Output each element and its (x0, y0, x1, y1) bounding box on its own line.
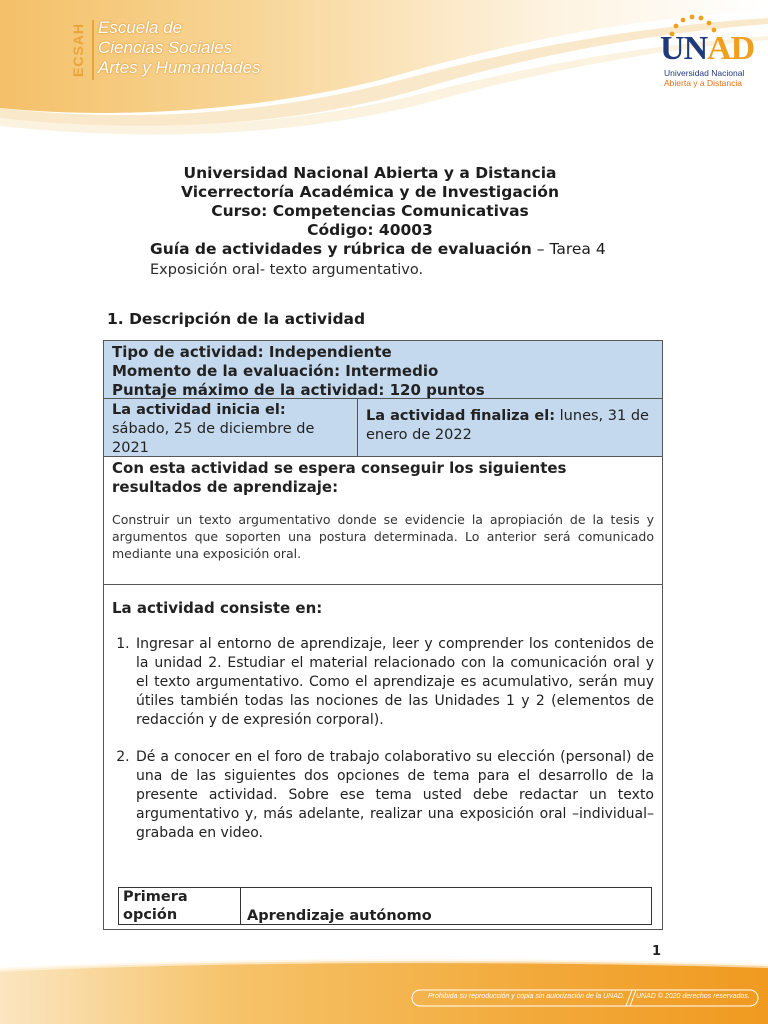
guide-subtitle: Exposición oral- texto argumentativo. (150, 262, 424, 278)
activity-steps-list (112, 635, 654, 843)
guide-title: Guía de actividades y rúbrica de evaluación – Tarea 4 (150, 240, 606, 258)
learning-outcomes-text: Construir un texto argumentativo donde se evidencie la apropiación de la tesis y argumentos que soporten una postura determinada. Lo anterior será comunicado mediante una exposición oral. (112, 512, 654, 561)
activity-steps-heading: La actividad consiste en: (112, 599, 323, 617)
activity-summary-cell (104, 341, 662, 399)
end-date-label: La actividad finaliza el: (366, 408, 556, 424)
page-number: 1 (652, 944, 662, 959)
unad-subtitle-line-1: Universidad Nacional (664, 68, 745, 78)
evaluation-moment: Momento de la evaluación: Intermedio (112, 362, 439, 380)
end-date-cell (358, 399, 662, 457)
option-label: Primera opción (119, 888, 241, 924)
end-date-value: lunes, 31 de enero de 2022 (366, 408, 649, 443)
option-value: Aprendizaje autónomo (247, 908, 432, 924)
school-logo (70, 18, 270, 82)
school-acronym: ECSAH (70, 23, 86, 78)
unad-wordmark: UNAD (660, 30, 755, 67)
unad-logo (652, 14, 762, 94)
school-name-line: Artes y Humanidades (98, 58, 261, 77)
title-code: Código: 40003 (307, 221, 433, 239)
title-university: Universidad Nacional Abierta y a Distancia (183, 164, 557, 182)
start-date-cell (104, 399, 358, 457)
section-heading: 1. Descripción de la actividad (107, 310, 366, 328)
list-item: 2. Dé a conocer en el foro de trabajo colaborativo su elección (personal) de una de las siguientes dos opciones de tema para el desarrollo de la presente actividad. Sobre ese tema usted debe redactar un texto argumentativo y, más adelante, realizar una exposición oral –individual– grabada en video. (134, 748, 654, 843)
max-score: Puntaje máximo de la actividad: 120 puntos (112, 381, 485, 399)
start-date-value: sábado, 25 de diciembre de 2021 (112, 421, 315, 456)
school-name-line: Escuela de (98, 18, 183, 37)
learning-outcomes-heading: Con esta actividad se espera conseguir los siguientes resultados de aprendizaje: (112, 459, 567, 496)
school-logo-divider (92, 20, 94, 80)
list-item: 1. Ingresar al entorno de aprendizaje, leer y comprender los contenidos de la unidad 2. Estudiar el material relacionado con la comunicación oral y el texto argumentativo. Como el aprendizaje es acumulativo, serán muy útiles también todas las nociones de las Unidades 1 y 2 (elementos de redacción y de expresión corporal). (134, 635, 654, 730)
title-vicerrectoria: Vicerrectoría Académica y de Investigación (181, 183, 559, 201)
footer-rights: UNAD © 2020 derechos reservados. (636, 993, 750, 1000)
activity-table (103, 340, 663, 930)
start-date-label: La actividad inicia el: (112, 402, 286, 418)
learning-outcomes-cell (104, 457, 662, 585)
school-name-line: Ciencias Sociales (98, 38, 233, 57)
document-title (100, 164, 640, 240)
title-course: Curso: Competencias Comunicativas (211, 202, 529, 220)
unad-subtitle (664, 68, 760, 88)
footer-banner (0, 958, 768, 1024)
activity-steps-cell (104, 585, 662, 931)
unad-subtitle-line-2: Abierta y a Distancia (664, 78, 742, 88)
footer-notice: Prohibida su reproducción y copia sin autorización de la UNAD. (428, 993, 625, 1000)
topic-options-table (118, 887, 652, 925)
school-name (98, 18, 261, 78)
activity-type: Tipo de actividad: Independiente (112, 343, 392, 361)
